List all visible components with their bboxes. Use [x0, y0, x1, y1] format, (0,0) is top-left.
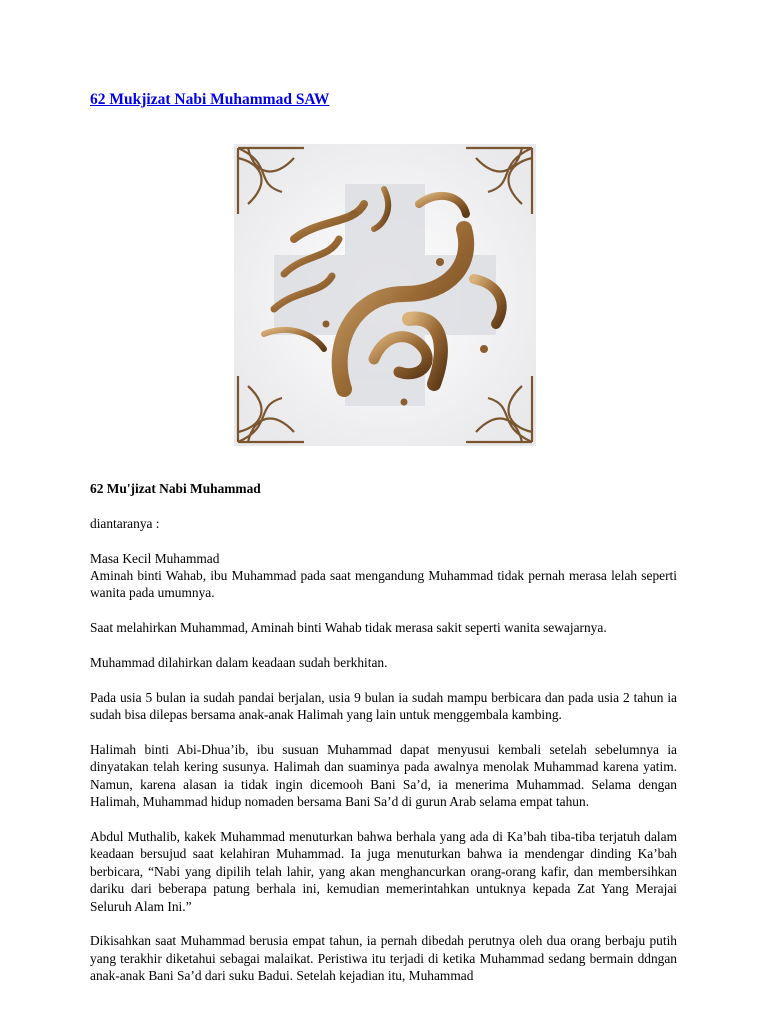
intro-text: diantaranya : — [90, 515, 160, 531]
section-title: Masa Kecil Muhammad — [90, 550, 220, 566]
paragraph-text: Halimah binti Abi-Dhua’ib, ibu susuan Muhammad dapat menyusui kembali setelah sebelumnya ia dinyatakan telah kering susunya. Halimah dan suaminya pada awalnya menolak Muhammad karena yatim. Namun, karena alasan ia tidak ingin dicemooh Bani Sa’d, ia menerima Muhammad. Selama dengan Halimah, Muhammad hidup nomaden bersama Bani Sa’d di gurun Arab selama empat tahun. — [90, 742, 677, 810]
document-title-link[interactable]: 62 Mukjizat Nabi Muhammad SAW — [90, 91, 330, 108]
paragraph-text: Dikisahkan saat Muhammad berusia empat tahun, ia pernah dibedah perutnya oleh dua orang berbaju putih yang terakhir diketahui sebagai malaikat. Peristiwa itu terjadi di ketika Muhammad sedang bermain ddngan anak-anak Bani Sa’d dari suku Badui. Setelah kejadian itu, Muhammad — [90, 933, 677, 984]
document-body — [90, 480, 677, 1002]
paragraph-text: Pada usia 5 bulan ia sudah pandai berjalan, usia 9 bulan ia sudah mampu berbicara dan pada usia 2 tahun ia sudah bisa dilepas bersama anak-anak Halimah yang lain untuk menggembala kambing. — [90, 689, 677, 723]
paragraph-text: Aminah binti Wahab, ibu Muhammad pada saat mengandung Muhammad tidak pernah merasa lelah seperti wanita pada umumnya. — [90, 568, 677, 601]
document-heading: 62 Mu'jizat Nabi Muhammad — [90, 481, 261, 496]
section-paragraph — [90, 550, 677, 602]
muhammad-calligraphy-icon — [234, 144, 536, 446]
paragraph-text: Saat melahirkan Muhammad, Aminah binti Wahab tidak merasa sakit seperti wanita sewajarnya. — [90, 620, 607, 636]
paragraph-text: Muhammad dilahirkan dalam keadaan sudah berkhitan. — [90, 655, 388, 670]
paragraph-text: Abdul Muthalib, kakek Muhammad menuturkan bahwa berhala yang ada di Ka’bah tiba-tiba terjatuh dalam keadaan bersujud saat kelahiran Muhammad. Ia juga menuturkan bahwa ia mendengar dinding Ka’bah berbicara, “Nabi yang dipilih telah lahir, yang akan menghancurkan orang-orang kafir, dan membersihkan dariku dari beberapa patung berhala ini, kemudian memerintahkan untuknya kepada Zat Yang Merajai Seluruh Alam Ini.” — [90, 829, 677, 914]
